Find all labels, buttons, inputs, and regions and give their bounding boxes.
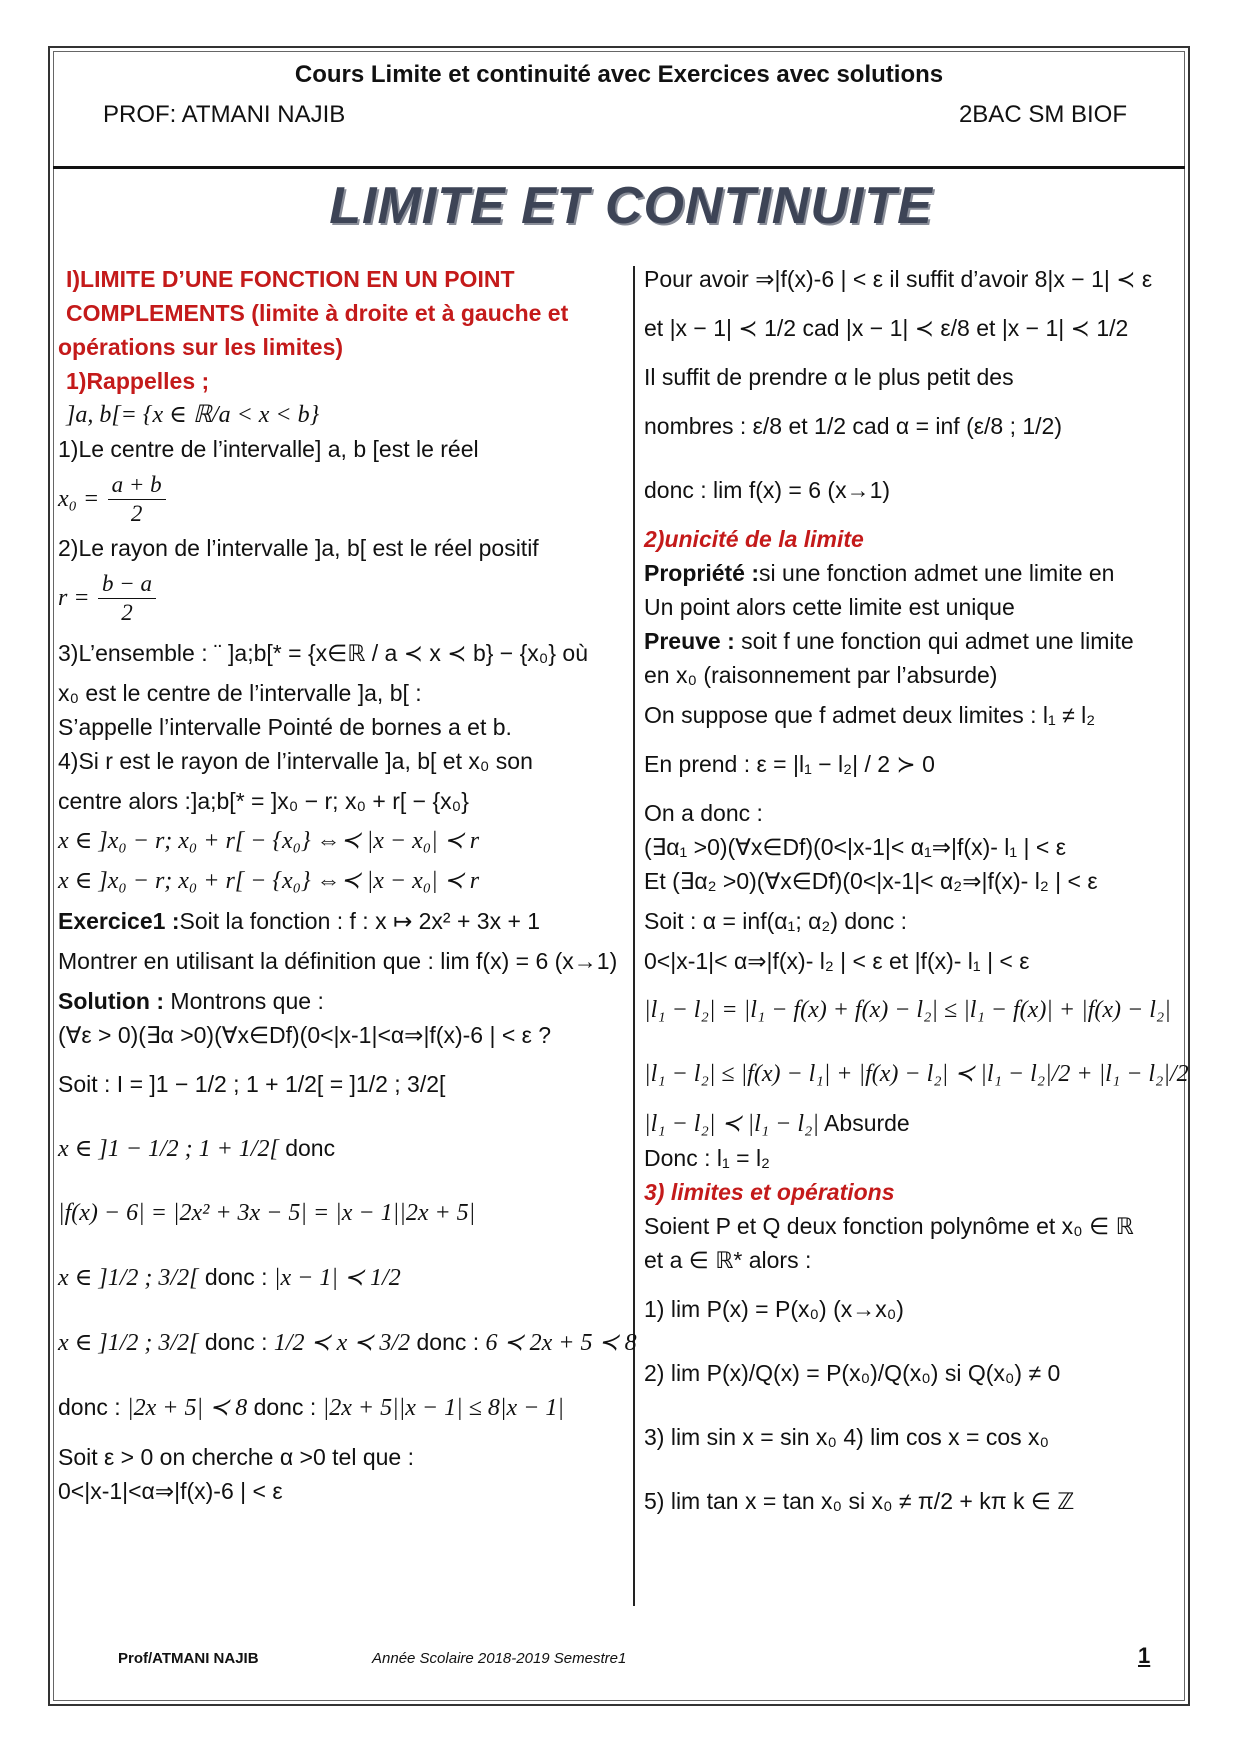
solution-intro: [58, 984, 624, 1018]
solution-goal: (∀ε > 0)(∃α >0)(∀x∈Df)(0<|x-1|<α⇒|f(x)-6 | < ε ?: [58, 1022, 552, 1048]
epsilon-choice: En prend : ε = |l₁ − l₂| / 2 ≻ 0: [644, 751, 935, 777]
header-box: [53, 51, 1185, 169]
course-title: Cours Limite et continuité avec Exercices avec solutions: [294, 61, 944, 88]
operations-intro: Soient P et Q deux fonction polynôme et x₀ ∈ ℝ: [644, 1213, 1134, 1239]
equivalence-1: x ∈ ]x₀ − r; x₀ + r[ − {x₀} ⇔≺ |x − x₀| ≺ r: [58, 828, 480, 854]
contradiction: [644, 1106, 1174, 1141]
bound-2-donc2: donc :: [416, 1329, 480, 1355]
prof-name: PROF: ATMANI NAJIB: [103, 101, 346, 128]
section-heading-1: I)LIMITE D’UNE FONCTION EN UN POINT: [66, 266, 515, 292]
class-level: 2BAC SM BIOF: [958, 101, 1127, 128]
combined-condition: 0<|x-1|< α⇒|f(x)- l₂ | < ε et |f(x)- l₁ | < ε: [644, 948, 1030, 974]
solution-bound-1: [58, 1245, 624, 1310]
section-heading-2a: COMPLEMENTS (limite à droite et à gauche et: [66, 300, 569, 326]
sufficient-condition: Pour avoir ⇒|f(x)-6 | < ε il suffit d’avoir 8|x − 1| ≺ ε: [644, 266, 1153, 292]
uniqueness-assumption: On suppose que f admet deux limites : l₁ ≠ l₂: [644, 702, 1096, 728]
membership-donc: donc: [285, 1135, 336, 1161]
alpha-definition: nombres : ε/8 et 1/2 cad α = inf (ε/8 ; 1/2): [644, 413, 1062, 439]
center-fraction: [108, 471, 166, 528]
solution-condition: 0<|x-1|<α⇒|f(x)-6 | < ε: [58, 1478, 283, 1504]
conditions-list: et |x − 1| ≺ 1/2 cad |x − 1| ≺ ε/8 et |x − 1| ≺ 1/2: [644, 315, 1129, 341]
solution-bound-2: [58, 1310, 637, 1375]
proof-text: soit f une fonction qui admet une limite: [734, 628, 1134, 654]
limit-conclusion: donc : lim f(x) = 6 (x→1): [644, 477, 891, 503]
bound-1-result: |x − 1| ≺ 1/2: [273, 1265, 401, 1291]
frac-den: 2: [130, 501, 143, 527]
punctured-equality: centre alors :]a;b[* = ]x₀ − r; x₀ + r[ − {x₀}: [58, 788, 469, 814]
radius-lhs: r =: [58, 585, 90, 611]
conclusion-equal: Donc : l₁ = l₂: [644, 1145, 770, 1171]
triangle-bound: |l₁ − l₂| ≤ |f(x) − l₁| + |f(x) − l₂| ≺ |l₁ − l₂|/2 + |l₁ − l₂|/2: [644, 1061, 1189, 1087]
footer-prof: Prof/ATMANI NAJIB: [118, 1650, 259, 1667]
footer-year: Année Scolaire 2018-2019 Semestre1: [372, 1650, 627, 1667]
solution-text: Montrons que :: [164, 988, 324, 1014]
proof-text-2: en x₀ (raisonnement par l’absurde): [644, 662, 998, 688]
bound-1-donc: donc :: [204, 1264, 268, 1290]
limit-rational: 2) lim P(x)/Q(x) = P(x₀)/Q(x₀) si Q(x₀) ≠ 0: [644, 1360, 1061, 1386]
operations-intro-2: et a ∈ ℝ* alors :: [644, 1247, 812, 1273]
limit-sin-cos: 3) lim sin x = sin x₀ 4) lim cos x = cos x₀: [644, 1424, 1050, 1450]
equivalence-2: x ∈ ]x₀ − r; x₀ + r[ − {x₀} ⇔≺ |x − x₀| ≺ r: [58, 868, 480, 894]
radius-text: 2)Le rayon de l’intervalle ]a, b[ est le réel positif: [58, 535, 539, 561]
section-heading-2b: opérations sur les limites): [58, 334, 344, 360]
limit-l1-def: (∃α₁ >0)(∀x∈Df)(0<|x-1|< α₁⇒|f(x)- l₁ | < ε: [644, 834, 1066, 860]
center-formula: [58, 466, 624, 531]
contradiction-expr: |l₁ − l₂| ≺ |l₁ − l₂|: [644, 1111, 819, 1137]
membership-expr: x ∈ ]1 − 1/2 ; 1 + 1/2[: [58, 1136, 279, 1162]
right-column: [644, 262, 1189, 1533]
center-text: 1)Le centre de l’intervalle] a, b [est le réel: [58, 436, 479, 462]
take-smallest: Il suffit de prendre α le plus petit des: [644, 364, 1014, 390]
bound-2-interval: x ∈ ]1/2 ; 3/2[: [58, 1330, 199, 1356]
solution-membership: [58, 1116, 624, 1181]
limit-tan: 5) lim tan x = tan x₀ si x₀ ≠ π/2 + kπ k ∈ ℤ: [644, 1488, 1075, 1514]
absurde-label: Absurde: [818, 1110, 910, 1136]
bound-3-donc: donc :: [58, 1394, 121, 1420]
solution-factorization: |f(x) − 6| = |2x² + 3x − 5| = |x − 1||2x + 5|: [58, 1200, 476, 1226]
column-divider: [633, 266, 635, 1606]
exercise-question: Montrer en utilisant la définition que : lim f(x) = 6 (x→1): [58, 948, 618, 974]
frac-den: 2: [121, 600, 133, 626]
solution-interval: Soit : I = ]1 − 1/2 ; 1 + 1/2[ = ]1/2 ; 3/2[: [58, 1071, 446, 1097]
solution-bound-3: [58, 1375, 624, 1440]
bound-3-ineq: |2x + 5| ≺ 8: [127, 1395, 248, 1421]
exercise-statement: [58, 904, 624, 938]
property-text-2: Un point alors cette limite est unique: [644, 594, 1015, 620]
radius-center-text: 4)Si r est le rayon de l’intervalle ]a, b[ et x₀ son: [58, 748, 533, 774]
heading-operations: 3) limites et opérations: [644, 1179, 895, 1205]
limit-polynomial: 1) lim P(x) = P(x₀) (x→x₀): [644, 1296, 904, 1322]
left-column: [58, 262, 637, 1508]
radius-formula: [58, 565, 624, 630]
property-text: si une fonction admet une limite en: [759, 560, 1115, 586]
center-lhs: x₀ =: [58, 486, 100, 512]
property-label: Propriété :: [644, 560, 760, 586]
page-number: 1: [1138, 1643, 1151, 1668]
heading-uniqueness: 2)unicité de la limite: [644, 526, 864, 552]
bound-3-result: |2x + 5||x − 1| ≤ 8|x − 1|: [322, 1395, 564, 1421]
interval-definition: ]a, b[= {x ∈ ℝ/a < x < b}: [66, 402, 320, 428]
proof-label: Preuve :: [644, 628, 735, 654]
punctured-name-text: S’appelle l’intervalle Pointé de bornes a et b.: [58, 714, 512, 740]
exercise-label: Exercice1 :: [58, 908, 180, 934]
alpha-inf: Soit : α = inf(α₁; α₂) donc :: [644, 908, 908, 934]
bound-3-donc2: donc :: [253, 1394, 317, 1420]
punctured-set-text: 3)L’ensemble : ¨ ]a;b[* = {x∈ℝ / a ≺ x ≺ b} − {x₀} où: [58, 640, 589, 666]
triangle-inequality: |l₁ − l₂| = |l₁ − f(x) + f(x) − l₂| ≤ |l₁ − f(x)| + |f(x) − l₂|: [644, 997, 1171, 1023]
frac-num: b − a: [98, 570, 156, 599]
proof-statement: [644, 624, 1174, 658]
radius-fraction: [98, 570, 156, 627]
punctured-center-text: x₀ est le centre de l’intervalle ]a, b[ :: [58, 680, 422, 706]
solution-label: Solution :: [58, 988, 165, 1014]
limit-l2-def: Et (∃α₂ >0)(∀x∈Df)(0<|x-1|< α₂⇒|f(x)- l₂ | < ε: [644, 868, 1098, 894]
frac-num: a + b: [108, 471, 166, 500]
exercise-function: Soit la fonction : f : x ↦ 2x² + 3x + 1: [179, 908, 541, 934]
main-title: LIMITE ET CONTINUITE: [329, 177, 933, 235]
subsection-rappels: 1)Rappelles ;: [66, 368, 210, 394]
bound-2-ineq: 1/2 ≺ x ≺ 3/2: [273, 1330, 411, 1356]
solution-search: Soit ε > 0 on cherche α >0 tel que :: [58, 1444, 414, 1470]
property-statement: [644, 556, 1174, 590]
bound-1-interval: x ∈ ]1/2 ; 3/2[: [58, 1265, 199, 1291]
on-a-donc: On a donc :: [644, 800, 763, 826]
bound-2-result: 6 ≺ 2x + 5 ≺ 8: [485, 1330, 637, 1356]
bound-2-donc: donc :: [204, 1329, 268, 1355]
